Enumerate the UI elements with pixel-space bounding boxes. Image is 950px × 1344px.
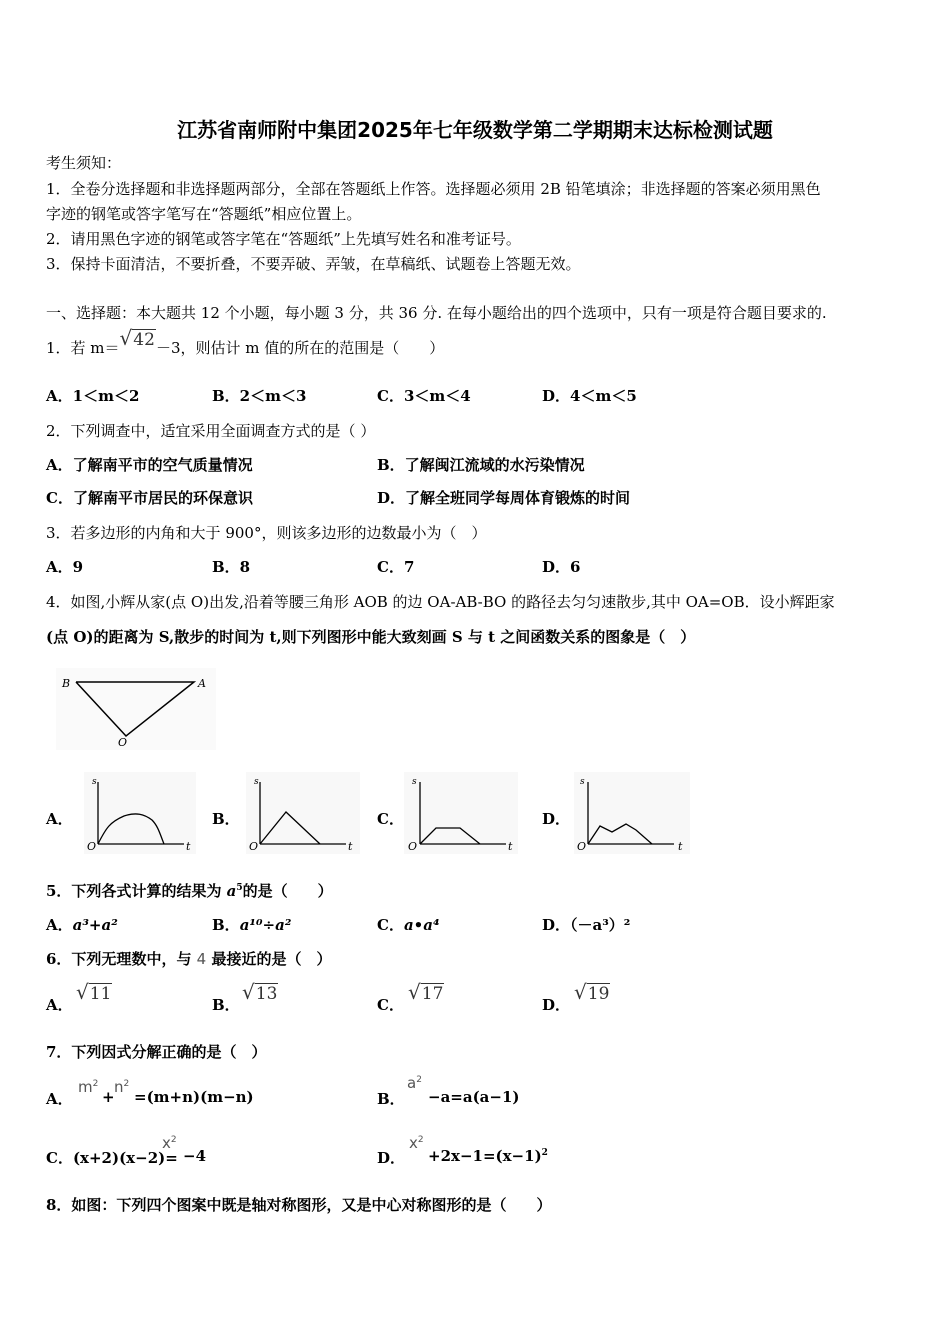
q1-sqrt: √42 xyxy=(119,326,155,350)
q2-option-d[interactable]: D．了解全班同学每周体育锻炼的时间 xyxy=(377,489,631,507)
q6-b-radicand: 13 xyxy=(255,984,278,1004)
q6-option-a[interactable]: A． xyxy=(46,996,73,1014)
q6-option-b[interactable]: B． xyxy=(212,996,240,1014)
q2-option-b[interactable]: B．了解闽江流域的水污染情况 xyxy=(377,456,585,474)
notice-line-3: 3．保持卡面清洁，不要折叠，不要弄破、弄皱，在草稿纸、试题卷上答题无效。 xyxy=(46,255,581,273)
q7-c-x: x xyxy=(162,1134,171,1152)
section-heading: 一、选择题：本大题共 12 个小题，每小题 3 分，共 36 分. 在每小题给出的四个选项中，只有一项是符合题目要求的. xyxy=(46,304,827,322)
q5-a-label: A． xyxy=(46,916,73,934)
graph-b-s-label: s xyxy=(254,777,259,787)
q7-d-x-exp: 2 xyxy=(417,1135,424,1145)
q7-a-m: m xyxy=(78,1078,93,1096)
q7-option-c[interactable]: C．(x+2)(x−2)= xyxy=(46,1149,178,1167)
q1-option-c[interactable]: C．3＜m＜4 xyxy=(377,387,471,405)
q6-c-radicand: 17 xyxy=(421,984,444,1004)
question-4-line-1: 4．如图,小辉从家(点 O)出发,沿着等腰三角形 AOB 的边 OA-AB-BO 的路径去匀匀速散步,其中 OA=OB．设小辉距家 xyxy=(46,593,835,611)
q5-b-label: B． xyxy=(212,916,240,934)
q7-option-b[interactable]: B． xyxy=(377,1090,405,1108)
q7-option-d[interactable]: D． xyxy=(377,1149,406,1167)
q7-b-a: a xyxy=(407,1074,417,1092)
q1-post: －3，则估计 m 值的所在的范围是（ ） xyxy=(155,339,445,357)
q7-a-m2 xyxy=(78,1078,98,1096)
q5-d-label: D． xyxy=(542,916,571,934)
q6-stem-pre: 6．下列无理数中，与 xyxy=(46,950,197,968)
q7-c-tail: −4 xyxy=(183,1147,207,1165)
vertex-b-label: B xyxy=(62,677,71,690)
q5-c-label: C． xyxy=(377,916,404,934)
q3-option-b[interactable]: B．8 xyxy=(212,558,251,576)
graph-a-o-label: O xyxy=(87,840,97,853)
q7-a-m-exp: 2 xyxy=(92,1079,99,1089)
q7-b-a2 xyxy=(407,1074,422,1092)
notice-line-1: 1．全卷分选择题和非选择题两部分，全部在答题纸上作答。选择题必须用 2B 铅笔填涂；非选择题的答案必须用黑色 xyxy=(46,180,821,198)
graph-c-t-label: t xyxy=(508,840,513,853)
q4-option-c[interactable]: C． xyxy=(377,810,404,828)
q6-c-sqrt: √17 xyxy=(408,980,444,1004)
question-3-stem: 3．若多边形的内角和大于 900°，则该多边形的边数最小为（ ） xyxy=(46,524,487,542)
q6-option-c[interactable]: C． xyxy=(377,996,404,1014)
question-1-stem xyxy=(46,326,445,358)
question-4-line-2: (点 O)的距离为 S,散步的时间为 t,则下列图形中能大致刻画 S 与 t 之间函数关系的图象是（ ） xyxy=(46,628,696,646)
q1-option-d[interactable]: D．4＜m＜5 xyxy=(542,387,637,405)
q7-a-n2 xyxy=(114,1078,129,1096)
question-8-stem: 8．如图：下列四个图案中既是轴对称图形，又是中心对称图形的是（ ） xyxy=(46,1196,552,1214)
vertex-a-label: A xyxy=(198,677,206,690)
q7-c-x-exp: 2 xyxy=(170,1135,177,1145)
q1-option-a[interactable]: A．1＜m＜2 xyxy=(46,387,140,405)
q6-b-sqrt: √13 xyxy=(242,980,278,1004)
notice-line-2: 2．请用黑色字迹的钢笔或答字笔在“答题纸”上先填写姓名和准考证号。 xyxy=(46,230,521,248)
q4-option-b[interactable]: B． xyxy=(212,810,240,828)
q7-option-a[interactable]: A． xyxy=(46,1090,73,1108)
q7-a-tail: =(m+n)(m−n) xyxy=(134,1088,254,1106)
q7-d-tail-text: +2x−1=(x−1) xyxy=(428,1147,542,1165)
q5-a-expr: a³+a² xyxy=(72,916,118,934)
q7-d-x: x xyxy=(409,1134,418,1152)
graph-d-o-label: O xyxy=(577,840,587,853)
q7-d-tail xyxy=(428,1147,548,1165)
q7-a-plus: + xyxy=(102,1088,115,1106)
graph-c-o-label: O xyxy=(408,840,418,853)
question-2-stem: 2．下列调查中，适宜采用全面调查方式的是（ ） xyxy=(46,422,376,440)
q5-option-a[interactable] xyxy=(46,914,118,935)
q6-d-radicand: 19 xyxy=(587,984,610,1004)
graph-a-s-label: s xyxy=(92,777,97,787)
q3-option-c[interactable]: C．7 xyxy=(377,558,415,576)
graph-d[interactable] xyxy=(574,772,690,854)
q6-stem-post: 最接近的是（ ） xyxy=(206,950,332,968)
q5-stem-post: 的是（ ） xyxy=(242,882,333,900)
q6-stem-num: 4 xyxy=(196,950,207,968)
q5-option-d[interactable] xyxy=(542,914,630,935)
graph-a-t-label: t xyxy=(186,840,191,853)
q5-stem-var: a xyxy=(226,882,237,900)
vertex-o-label: O xyxy=(118,736,128,749)
notice-line-1b: 字迹的钢笔或答字笔写在“答题纸”相应位置上。 xyxy=(46,205,362,223)
q7-b-a-exp: 2 xyxy=(416,1075,422,1085)
q5-b-expr: a¹⁰÷a² xyxy=(239,916,292,934)
question-5-stem xyxy=(46,880,333,901)
q7-c-x2 xyxy=(162,1134,177,1152)
graph-b-t-label: t xyxy=(348,840,353,853)
graph-a[interactable] xyxy=(84,772,196,854)
q3-option-a[interactable]: A．9 xyxy=(46,558,84,576)
graph-b-o-label: O xyxy=(249,840,259,853)
q7-a-n: n xyxy=(114,1078,124,1096)
q5-d-expr: （－a³）² xyxy=(570,916,631,934)
triangle-figure xyxy=(56,668,216,750)
q7-d-tail-exp: 2 xyxy=(541,1148,548,1158)
q6-a-radicand: 11 xyxy=(89,984,112,1004)
graph-d-t-label: t xyxy=(678,840,683,853)
q6-a-sqrt: √11 xyxy=(76,980,112,1004)
q1-option-b[interactable]: B．2＜m＜3 xyxy=(212,387,307,405)
question-7-stem: 7．下列因式分解正确的是（ ） xyxy=(46,1043,267,1061)
graph-d-s-label: s xyxy=(580,777,585,787)
q6-d-sqrt: √19 xyxy=(574,980,610,1004)
q5-option-c[interactable] xyxy=(377,914,440,935)
q4-option-a[interactable]: A． xyxy=(46,810,73,828)
page-title: 江苏省南师附中集团2025年七年级数学第二学期期末达标检测试题 xyxy=(177,118,773,142)
q5-stem-pre: 5．下列各式计算的结果为 xyxy=(46,882,227,900)
q7-a-n-exp: 2 xyxy=(123,1079,130,1089)
q1-radicand: 42 xyxy=(133,330,155,350)
notice-heading: 考生须知： xyxy=(46,154,122,172)
q5-option-b[interactable] xyxy=(212,914,291,935)
graph-c[interactable] xyxy=(404,772,518,854)
q4-option-d[interactable]: D． xyxy=(542,810,571,828)
q3-option-d[interactable]: D．6 xyxy=(542,558,581,576)
q2-option-a[interactable]: A．了解南平市的空气质量情况 xyxy=(46,456,253,474)
q5-stem-exp: 5 xyxy=(236,883,243,893)
graph-c-s-label: s xyxy=(412,777,417,787)
q6-option-d[interactable]: D． xyxy=(542,996,571,1014)
q7-b-tail: −a=a(a−1) xyxy=(428,1088,520,1106)
graph-b[interactable] xyxy=(246,772,360,854)
q5-c-expr: a•a⁴ xyxy=(403,916,440,934)
q7-d-x2 xyxy=(409,1134,424,1152)
question-6-stem xyxy=(46,948,331,969)
q2-option-c[interactable]: C．了解南平市居民的环保意识 xyxy=(46,489,253,507)
q1-pre: 1．若 m＝ xyxy=(46,339,120,357)
